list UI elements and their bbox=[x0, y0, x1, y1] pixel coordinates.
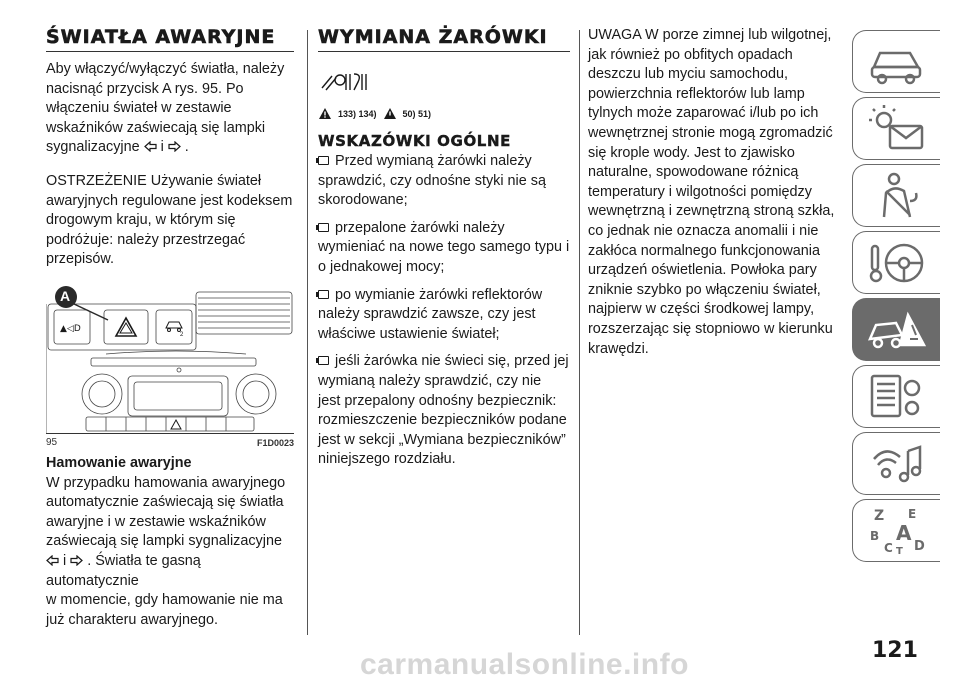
bullet-icon bbox=[318, 356, 329, 365]
figure-code: F1D0023 bbox=[256, 437, 294, 448]
tab-index[interactable] bbox=[852, 499, 940, 562]
subsection-title-general-tips: WSKAZÓWKI OGÓLNE bbox=[318, 132, 511, 150]
svg-text:Z: Z bbox=[873, 507, 884, 524]
warning-lights-icon bbox=[866, 104, 928, 154]
turn-left-arrow-icon bbox=[46, 555, 59, 566]
tab-starting-driving[interactable] bbox=[852, 231, 940, 294]
tab-car-knowledge[interactable] bbox=[852, 30, 940, 93]
tab-safety[interactable] bbox=[852, 164, 940, 227]
tab-multimedia[interactable] bbox=[852, 432, 940, 495]
figure-callout-a: A bbox=[60, 287, 71, 304]
paragraph-emergency-braking: W przypadku hamowania awaryjnego automatycznie zaświecają się światła awaryjne i w zestawie wskaźników zaświecają się lampki sygnalizacyjne i . Światła te gasną automatycznie w momencie, gdy hamowanie nie ma już charakteru awaryjnego. bbox=[46, 474, 286, 628]
warning-triangle-icon bbox=[318, 107, 332, 120]
turn-right-arrow-icon bbox=[70, 555, 83, 566]
bulb-replacement-icon bbox=[318, 68, 374, 96]
column-divider-2 bbox=[579, 30, 580, 635]
list-item: przepalone żarówki należy wymieniać na nowe tego samego typu i o jednakowej mocy; bbox=[318, 219, 570, 275]
tab-maintenance[interactable] bbox=[852, 365, 940, 428]
index-icon bbox=[866, 506, 928, 556]
column-note bbox=[588, 26, 838, 359]
list-item: po wymianie żarówki reflektorów należy sprawdzić zawsze, czy jest właściwe ustawienie świateł; bbox=[318, 286, 543, 342]
bullet-icon bbox=[318, 156, 329, 165]
list-item: jeśli żarówka nie świeci się, przed jej wymianą należy sprawdzić, czy nie jest przepalony odnośny bezpiecznik: rozmieszczenie bezpieczników podane jest w sekcji „Wymiana bezpieczników” niniejszego rozdziału. bbox=[318, 353, 569, 468]
multimedia-icon bbox=[866, 439, 928, 489]
figure-number: 95 bbox=[46, 436, 58, 448]
column-divider-1 bbox=[307, 30, 308, 635]
svg-text:▲◁D: ▲◁D bbox=[60, 323, 81, 334]
car-icon bbox=[866, 37, 928, 87]
tab-warning-lights[interactable] bbox=[852, 97, 940, 160]
svg-text:T: T bbox=[895, 545, 903, 556]
turn-right-arrow-icon bbox=[168, 141, 181, 152]
seatbelt-icon bbox=[866, 171, 928, 221]
svg-text:B: B bbox=[869, 528, 879, 543]
svg-text:2: 2 bbox=[180, 331, 184, 338]
list-item: Przed wymianą żarówki należy sprawdzić, czy odnośne styki nie są skorodowane; bbox=[318, 153, 546, 209]
svg-text:E: E bbox=[907, 506, 916, 521]
maintenance-icon bbox=[866, 372, 928, 422]
section-title-hazard-lights: ŚWIATŁA AWARYJNE bbox=[46, 26, 294, 52]
steering-icon bbox=[866, 238, 928, 288]
section-title-bulb-replacement: WYMIANA ŻARÓWKI bbox=[318, 26, 570, 52]
paragraph-hazard-intro: Aby włączyć/wyłączyć światła, należy nacisnąć przycisk A rys. 95. Po włączeniu świateł w zestawie wskaźników zaświecają się lampki sygnalizacyjne i . bbox=[46, 61, 285, 156]
column-bulb-replacement bbox=[318, 26, 570, 470]
svg-text:A: A bbox=[895, 520, 911, 545]
watermark: carmanualsonline.info bbox=[360, 648, 689, 678]
chapter-tabs bbox=[852, 30, 942, 566]
svg-text:D: D bbox=[913, 538, 925, 554]
page-number: 121 bbox=[872, 638, 918, 663]
tab-emergency[interactable] bbox=[852, 298, 940, 361]
bullet-icon bbox=[318, 223, 329, 232]
bullet-icon bbox=[318, 290, 329, 299]
warning-references: 133) 134) 50) 51) bbox=[318, 107, 570, 120]
paragraph-condensation-note: UWAGA W porze zimnej lub wilgotnej, jak również po obfitych opadach deszczu lub myciu samochodu, powierzchnia reflektorów lub lamp tylnych może zaparować i/lub po ich wewnętrznej stronie mogą zgromadzić się krople wody. Jest to zjawisko naturalne, spowodowane różnicą temperatury i wilgotności pomiędzy wewnętrzną i zewnętrzną stroną szkła, co jednak nie oznacza anomalii i nie zakłóca normalnego funkcjonowania urządzeń oświetlenia. Powłoka pary zniknie szybko po włączeniu świateł, najpierw w części środkowej lampy, rozszerzając się stopniowo w kierunku krawędzi. bbox=[588, 27, 835, 357]
caution-triangle-icon bbox=[383, 107, 397, 120]
column-hazard-lights bbox=[46, 26, 294, 630]
paragraph-hazard-warning: OSTRZEŻENIE Używanie świateł awaryjnych regulowane jest kodeksem drogowym kraju, w którym się podróżuje: należy przestrzegać przepisów. bbox=[46, 172, 293, 268]
breakdown-icon bbox=[866, 305, 928, 355]
dashboard-illustration bbox=[46, 284, 294, 434]
subsection-title-emergency-braking: Hamowanie awaryjne bbox=[46, 454, 192, 471]
svg-text:C: C bbox=[883, 540, 893, 555]
figure-hazard-button bbox=[46, 284, 294, 448]
turn-left-arrow-icon bbox=[144, 141, 157, 152]
